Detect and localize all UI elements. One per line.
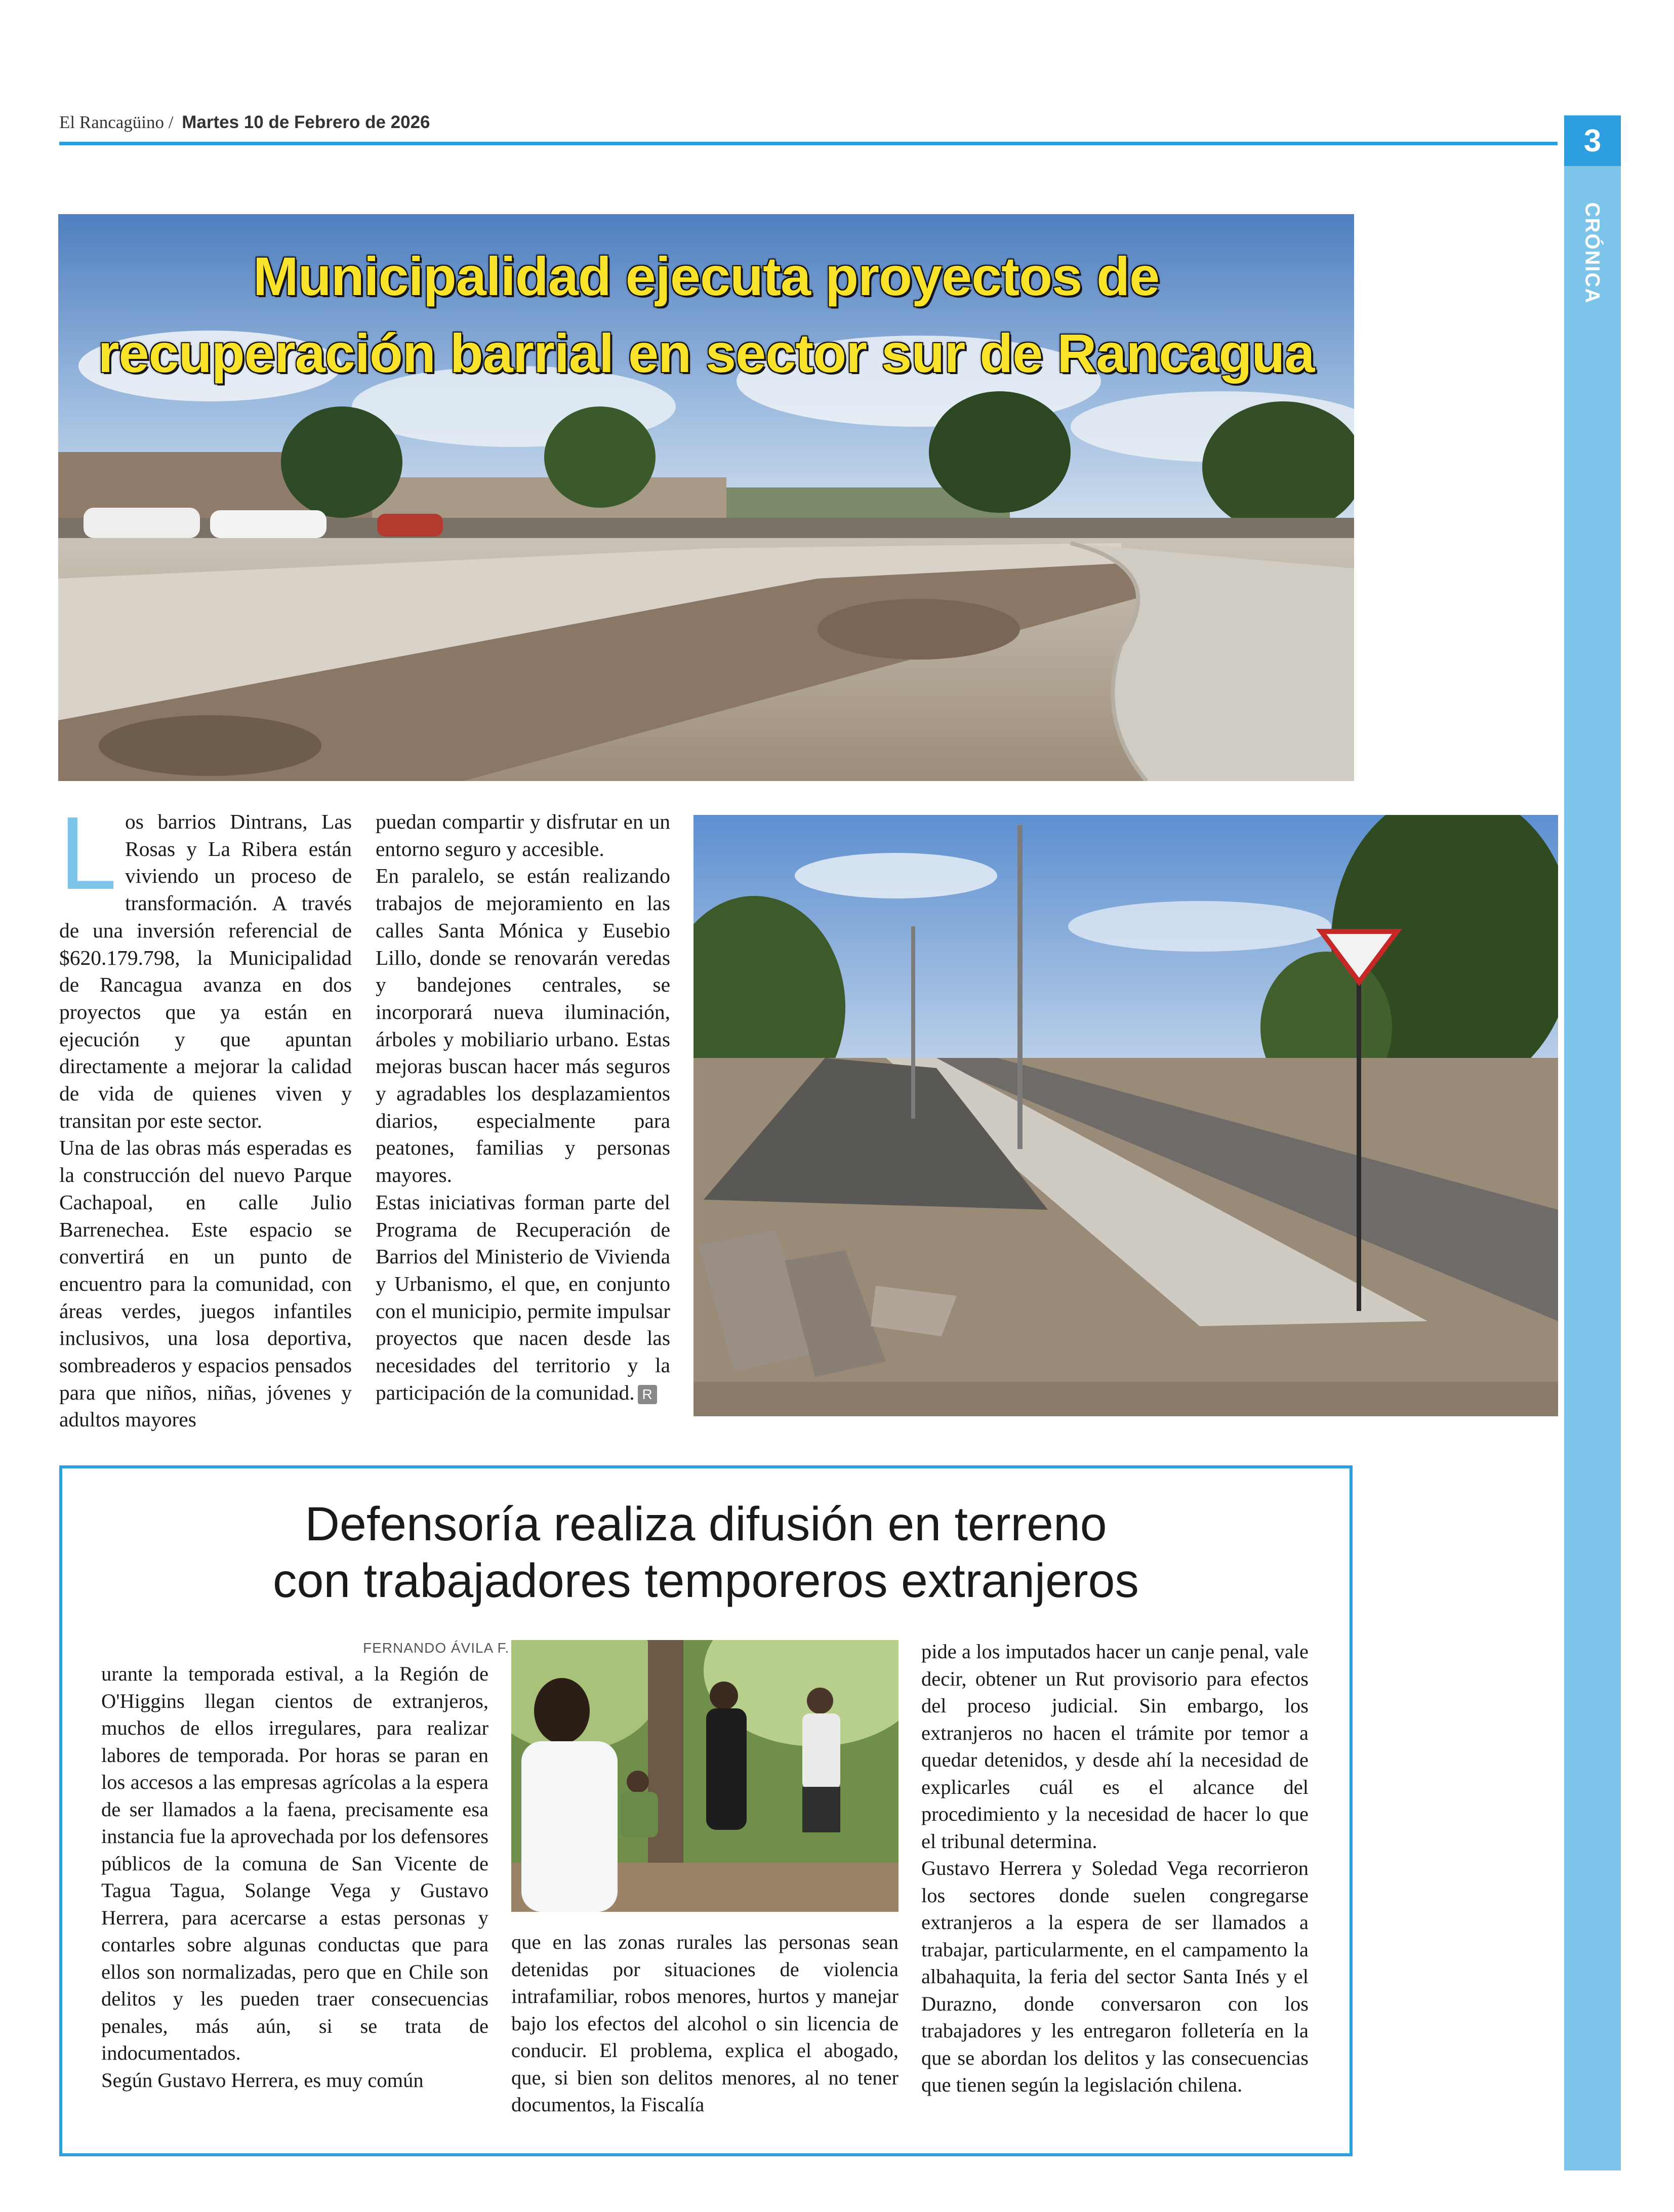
issue-date: Martes 10 de Febrero de 2026 [182, 112, 430, 132]
article1-paragraph: En paralelo, se están realizando trabajos de mejoramiento en las calles Santa Mónica y Eusebio Lillo, donde se renovarán veredas y bandejones centrales, se incorporará nueva iluminación, árboles y mobiliario urbano. Estas mejoras buscan hacer más seguros y agradables los desplazamientos diarios, especialmente para peatones, familias y personas mayores. [376, 864, 670, 1187]
article2-byline: FERNANDO ÁVILA F. [363, 1640, 510, 1656]
article2-column2 [511, 1929, 899, 2118]
article2-headline-line2: con trabajadores temporeros extranjeros [273, 1554, 1139, 1608]
article1-headline-line1: Municipalidad ejecuta proyectos de [253, 245, 1160, 307]
article2-column3 [921, 1638, 1309, 2099]
header-rule [59, 142, 1558, 145]
defenders-with-workers-photo [511, 1640, 899, 1912]
street-works-photo [693, 815, 1558, 1416]
article2-paragraph: Gustavo Herrera y Soledad Vega recorrieron los sectores donde suelen congregarse extranjeros a la espera de ser llamados a trabajar, particularmente, en el campamento la albahaquita, la feria del sector Santa Inés y el Durazno, donde conversaron con los trabajadores y les entregaron folletería en la que se abordan los delitos y las consecuencias que tienen según la legislación chilena. [921, 1857, 1309, 2096]
publication-name: El Rancagüino / [59, 112, 174, 132]
article2-paragraph: urante la temporada estival, a la Región de O'Higgins llegan cientos de extranjeros, muchos de ellos irregulares, para realizar labores de temporada. Por horas se paran en los accesos a las empresas agrícolas a la espera de ser llamados a la faena, precisamente esa instancia fue la aprovechada por los defensores públicos de la comuna de San Vicente de Tagua Tagua, Solange Vega y Gustavo Herrera, para acercarse a estas personas y contarles sobre algunas conductas que para ellos son normalizadas, pero que en Chile son delitos y les pueden traer consecuencias penales, más aún, si se trata de indocumentados. [101, 1662, 488, 2064]
article1-paragraph: os barrios Dintrans, Las Rosas y La Ribera están viviendo un proceso de transformación. A través de una inversión referencial de $620.179.798, la Municipalidad de Rancagua avanza en dos proyectos que ya están en ejecución y que apuntan directamente a mejorar la calidad de vida de quienes viven y transitan por este sector. [59, 810, 352, 1132]
article1-headline-line2: recuperación barrial en sector sur de Rancagua [98, 322, 1315, 384]
article2-headline [59, 1496, 1353, 1609]
article1-paragraph-text: Estas iniciativas forman parte del Programa de Recuperación de Barrios del Ministerio de Vivienda y Urbanismo, el que, en conjunto con el municipio, permite impulsar proyectos que nacen desde las necesidades del territorio y la participación de la comunidad. [376, 1190, 671, 1404]
article1-paragraph [376, 1189, 670, 1407]
article1-column2 [376, 808, 670, 1406]
article1-dropcap: L [59, 795, 117, 911]
article1-headline [58, 238, 1354, 392]
article2-paragraph: pide a los imputados hacer un canje penal, vale decir, obtener un Rut provisorio para efectos del proceso judicial. Sin embargo, los extranjeros no hacen el trámite por temor a quedar detenidos, y desde ahí la necesidad de explicarles cuál es el alcance del procedimiento y la necesidad de hacer lo que el tribunal determina. [921, 1640, 1309, 1853]
masthead [59, 112, 430, 133]
article2-paragraph: que en las zonas rurales las personas sean detenidas por situaciones de violencia intrafamiliar, robos menores, hurtos y manejar bajo los efectos del alcohol o sin licencia de conducir. El problema, explica el abogado, que, si bien son delitos menores, al no tener documentos, la Fiscalía [511, 1931, 899, 2116]
article1-paragraph: Una de las obras más esperadas es la construcción del nuevo Parque Cachapoal, en calle Julio Barrenechea. Este espacio se convertirá en un punto de encuentro para la comunidad, con áreas verdes, juegos infantiles inclusivos, una losa deportiva, sombreaderos y espacios pensados para que niños, niñas, jóvenes y adultos mayores [59, 1136, 352, 1431]
article1-paragraph: puedan compartir y disfrutar en un entorno seguro y accesible. [376, 810, 670, 861]
article2-column1 [101, 1660, 488, 2094]
section-sidebar [1564, 115, 1621, 2170]
article2-headline-line1: Defensoría realiza difusión en terreno [305, 1497, 1107, 1551]
section-label: CRÓNICA [1581, 202, 1604, 304]
page-number: 3 [1564, 115, 1621, 166]
article2-paragraph: Según Gustavo Herrera, es muy común [101, 2068, 424, 2092]
article1-column1 [59, 795, 352, 1433]
end-of-article-icon: R [638, 1385, 657, 1404]
